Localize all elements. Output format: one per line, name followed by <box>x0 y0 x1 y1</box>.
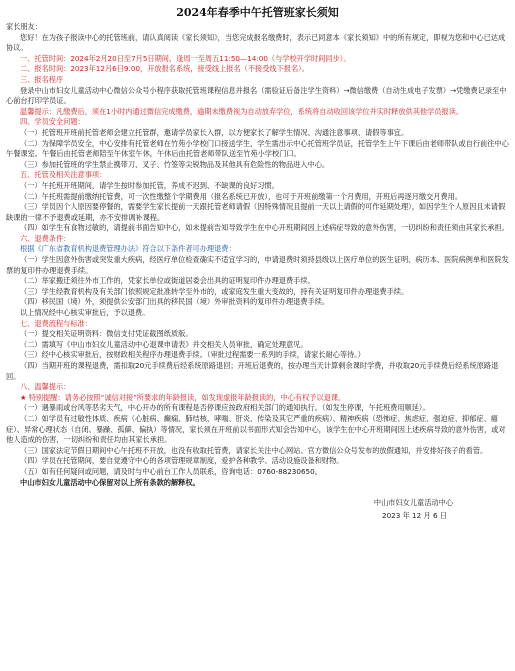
section-5-item: （四）如学生有食物过敏的，请提前书面告知中心，如未提前告知导致学生在中心开班期间因上述病症导致的意外伤害，一切纠纷和责任须由其家长承担。 <box>20 223 509 233</box>
section-4-item: （三）参加托管班的学生禁止携带刀、叉子、竹签等尖锐物品及其他具有危险性的物品进入中心。 <box>20 159 330 169</box>
section-6-item: （四）移民国（境）外，须提供公安部门出具的移民国（境）外审批资料的复印件办理退费手续。 <box>20 297 330 307</box>
section-8-item: （五）如有任何疑问或问题，请及时与中心前台工作人员联系，咨询电话：0760-88230650。 <box>20 466 322 476</box>
section-4-item: （一）托管班开班前托管老师会建立托管群，邀请学员家长入群，以方便家长了解学生情况、沟通注意事项、请假等事宜。 <box>20 127 409 137</box>
section-4-item: （二）为保障学员安全，中心安排有托管老师在竹苑小学校门口接送学生，学生需出示中心托管班学员证，托管学生上午下课后由老师带队或自行前往中心午餐课室。午餐后由托管老师陪至午休室午休，午休后由托管老师带队送至竹苑小学校门口。 <box>6 138 509 159</box>
section-5-item: （一）午托班开班期间，请学生按时参加托管，养成不迟到、不缺课的良好习惯。 <box>20 180 279 190</box>
registration-time-item: 二、报名时间：2023年12月6日9:00，开放报名系统，接受线上报名（不接受线下报名）。 <box>20 64 309 74</box>
intro-paragraph: 您好！在为孩子报读中心的托管班前，请认真阅读《家长须知》，当您完成报名缴费时，表示已同意本《家长须知》中的所有规定，即视为您和中心已达成协议。 <box>6 32 506 53</box>
time-item: 一、托管时间：2024年2月20日至7月5日期间，逢周一至周五11:50—14:00（与学校开学时间同步）。 <box>20 53 351 63</box>
section-4-title: 四、学员安全问题： <box>20 117 85 127</box>
section-5-item: （二）午托班需提前缴纳托管费，可一次性缴整个学期费用（报名系统已开放），也可于开班前缴第一个月费用，开班后再逐月缴交月费用。 <box>20 191 463 201</box>
section-5-item: （三）学员因个人原因要停餐的，需要学生家长提前一天跟托管老师请假（因特殊情况且提前一天以上请假的可作延期处理），如因学生个人原因且未请假缺课的一律不予退费或延期，亦不安排调补课程。 <box>6 202 506 222</box>
page-title: 2024年春季中午托管班家长须知 <box>176 6 339 19</box>
section-7-item: （一）提交相关证明资料：微信支付凭证截图纸质版。 <box>20 329 193 339</box>
section-8-item: （三）国家法定节假日期间中心午托班不开放，也没有收取托管费，请家长关注中心网站、官方微信公众号发布的放假通知，并安排好孩子的看管。 <box>20 445 488 455</box>
section-5-title: 五、托管及相关注意事项： <box>20 170 107 180</box>
registration-process-text: 登录中山市妇女儿童活动中心微信公众号小程序获取托管班课程信息并报名（需验证后备注学生资料）→微信缴费（自动生成电子发票）→凭缴费记录至中心前台打印学员证。 <box>6 85 507 106</box>
section-7-title: 七、退费流程与标准： <box>20 318 92 328</box>
signature-organization: 中山市妇女儿童活动中心 <box>373 498 453 508</box>
section-7-item: （三）经中心核实审批后，按财政相关程序办理退费手续。（审批过程需要一系列的手续，请家长耐心等待。） <box>20 350 365 360</box>
section-8-item: （四）学员在托管期间，要自觉遵守中心的各项管理规章制度，爱护各种教学、活动设施设备和财物。 <box>20 456 344 466</box>
greeting: 家长朋友： <box>6 22 42 31</box>
section-8-item: （二）如学员有过敏性体质、疾病（心脏病、癫痫、肺结核、哮喘、肝炎、传染及其它严重的疾病）、精神疾病（恐怖症、焦虑症、强迫症、抑郁症、癔症）、异常心理状态（自闭、暴躁、孤僻、偏执）等情况，家长须在开班前以书面形式知会告知中心，该学生在中心开班期间因上述疾病导致的意外伤害，或对他人造成的伤害，一切纠纷和责任均由其家长承担。 <box>6 413 506 445</box>
section-7-item: （四）当期开班的课程退费，需扣取20元手续费后经系统原路退回；开班后退费的，按办理当天计算剩余课时学费，并收取20元手续费后经系统原路退回。 <box>6 361 499 381</box>
registration-process-heading: 三、报名程序 <box>20 74 64 84</box>
section-6-item: （三）学生经教育机构及有关部门依照规定批准转学至外市的，或家庭发生重大变故的，持有关证明复印件办理退费手续。 <box>20 286 409 296</box>
section-6-title: 六、退费条件： <box>20 233 71 243</box>
section-7-item: （二）需填写《中山市妇女儿童活动中心退课申请表》并交相关人员审批，确定处理意见。 <box>20 339 308 349</box>
special-reminder: ★ 特别提醒：请务必按照“诚信对接”所要求的年龄报读，如发现虚报年龄报读的，中心有权予以退课。 <box>20 392 346 402</box>
section-8-item: （一）遇暴雨或台风等恶劣天气，中心开办的所有课程是否停课应按政府相关部门的通知执行。（如发生停课，午托班费用顺延）。 <box>20 403 430 413</box>
refund-basis: 根据《广东省教育机构退费管理办法》符合以下条件者可办理退费： <box>20 244 236 254</box>
section-6-item: 以上情况经中心核实审批后，予以退费。 <box>20 308 150 318</box>
warm-note: 温馨提示：凡缴费后，须在1小时内通过微信完成缴费，逾期未缴费视为自动放弃学位，系统将自动收回该学位并实时释放供其他学员报读。 <box>20 106 464 116</box>
interpretation-rights: 中山市妇女儿童活动中心保留对以上所有条款的解释权。 <box>20 477 200 487</box>
signature-date: 2023 年 12 月 6 日 <box>382 510 447 520</box>
section-6-item: （二）举家搬迁须往外市工作的，凭家长单位或街道居委会出具的证明复印件办理退费手续。 <box>20 276 315 286</box>
section-8-title: 八、温馨提示： <box>20 382 71 392</box>
section-6-item: （一）学生因意外伤害或突发重大疾病，经医疗单位检查确实不适宜学习的，申请退费时须持县级以上医疗单位的医生证明、病历本、医院病例单和医院发票的复印件办理退费手续。 <box>6 255 509 275</box>
